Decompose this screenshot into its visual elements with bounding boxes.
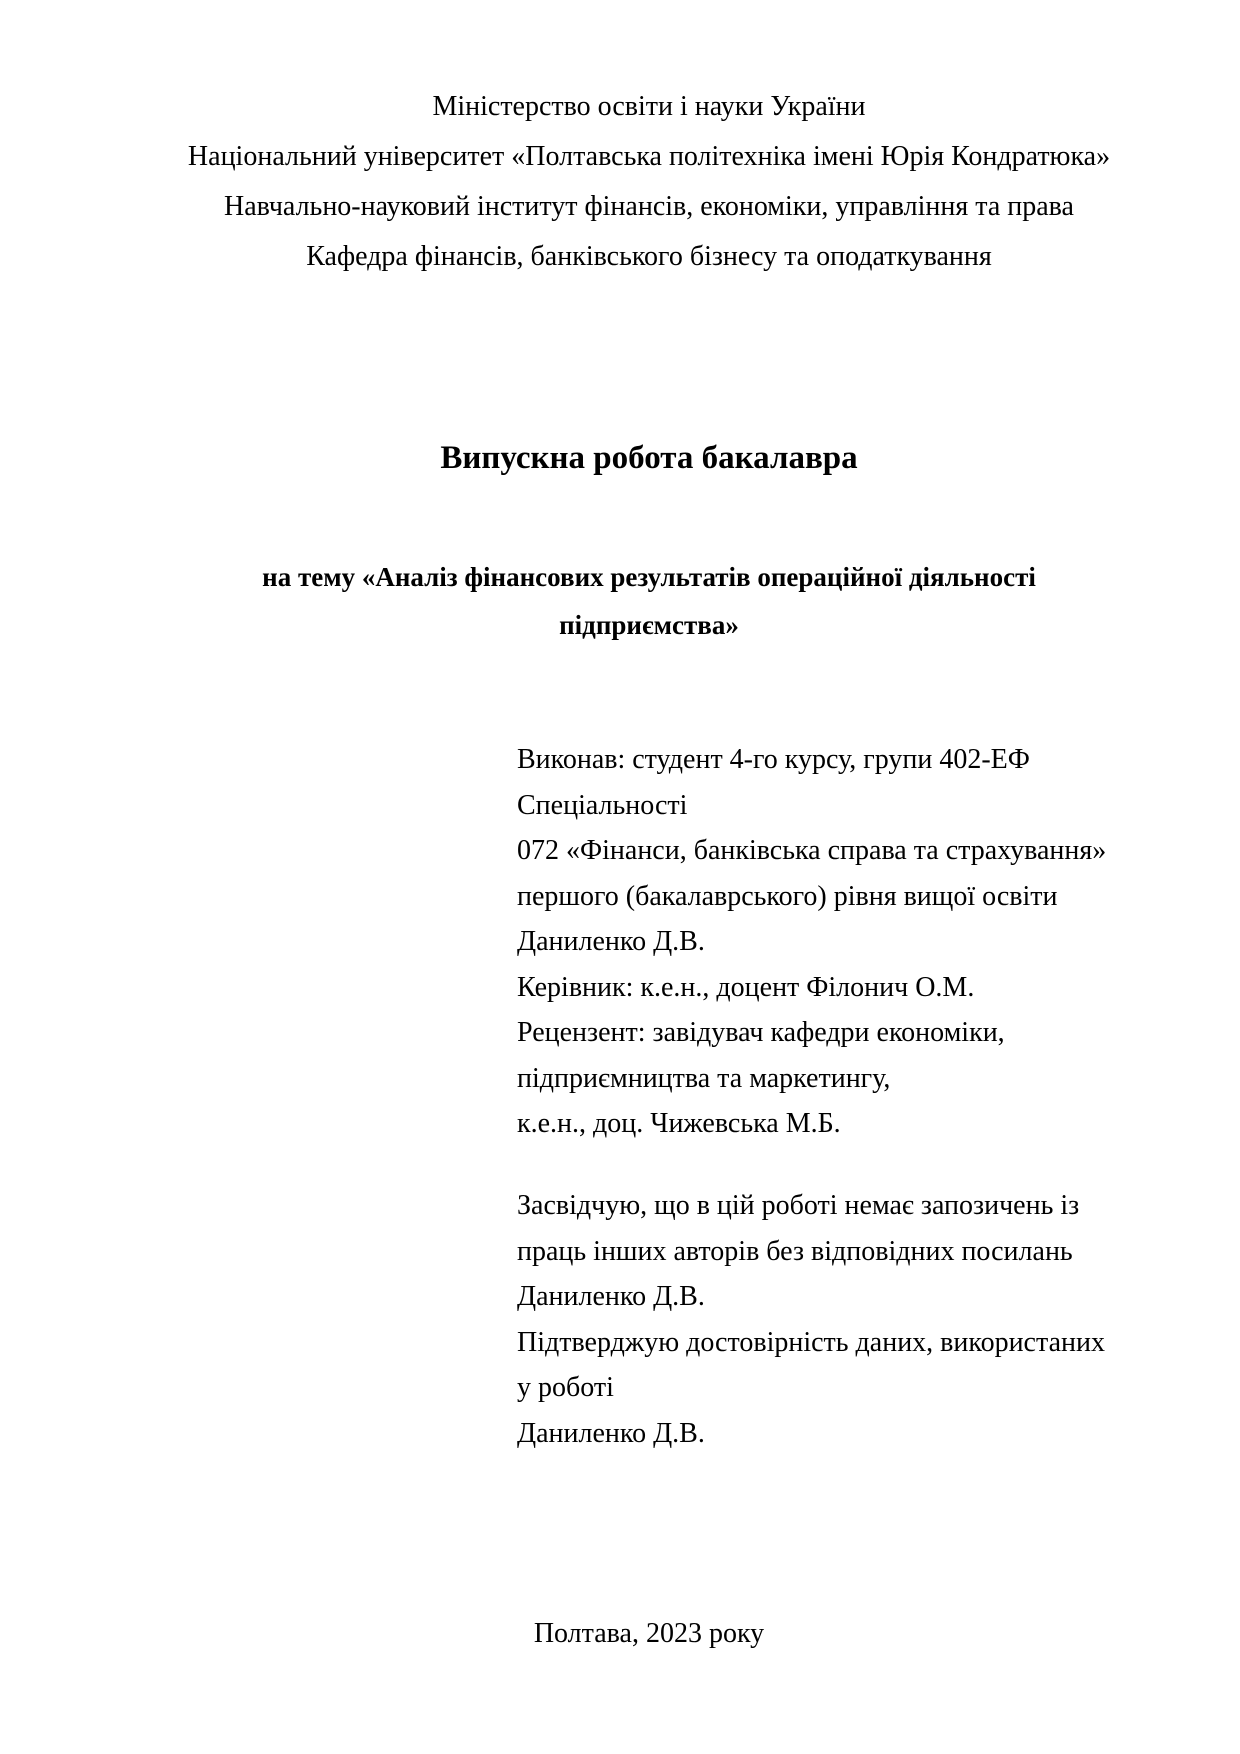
declaration-line: праць інших авторів без відповідних посилань <box>517 1235 1073 1267</box>
topic-line-2: підприємства» <box>559 610 739 640</box>
author-line: Керівник: к.е.н., доцент Філонич О.М. <box>517 971 975 1003</box>
author-line: Рецензент: завідувач кафедри економіки, <box>517 1017 1005 1048</box>
city-year: Полтава, 2023 року <box>533 1618 765 1649</box>
author-line: 072 «Фінанси, банківська справа та страхування» <box>517 835 1107 866</box>
author-block <box>517 737 1106 1147</box>
declaration-line: Підтверджую достовірність даних, використаних <box>517 1326 1105 1358</box>
author-line: Спеціальності <box>517 789 688 821</box>
declaration-block <box>517 1183 1105 1456</box>
author-line: Даниленко Д.В. <box>517 926 705 957</box>
document-title: Випускна робота бакалавра <box>440 440 858 476</box>
ministry-line: Міністерство освіти і науки України <box>432 91 866 122</box>
author-line: Виконав: студент 4-го курсу, групи 402-ЕФ <box>517 744 1030 775</box>
department-line: Кафедра фінансів, банківського бізнесу та оподаткування <box>306 241 992 272</box>
author-line: першого (бакалаврського) рівня вищої освіти <box>517 880 1058 912</box>
institution-header <box>160 82 1138 282</box>
institute-line: Навчально-науковий інститут фінансів, економіки, управління та права <box>224 191 1074 222</box>
declaration-line: у роботі <box>517 1372 614 1403</box>
thesis-topic <box>160 553 1138 649</box>
topic-line-1: на тему «Аналіз фінансових результатів операційної діяльності <box>262 562 1036 592</box>
declaration-line: Засвідчую, що в цій роботі немає запозичень із <box>517 1190 1080 1221</box>
declaration-line: Даниленко Д.В. <box>517 1281 705 1312</box>
author-line: підприємництва та маркетингу, <box>517 1062 891 1094</box>
declaration-line: Даниленко Д.В. <box>517 1417 705 1449</box>
author-line: к.е.н., доц. Чижевська М.Б. <box>517 1108 841 1139</box>
university-line: Національний університет «Полтавська політехніка імені Юрія Кондратюка» <box>187 141 1111 172</box>
